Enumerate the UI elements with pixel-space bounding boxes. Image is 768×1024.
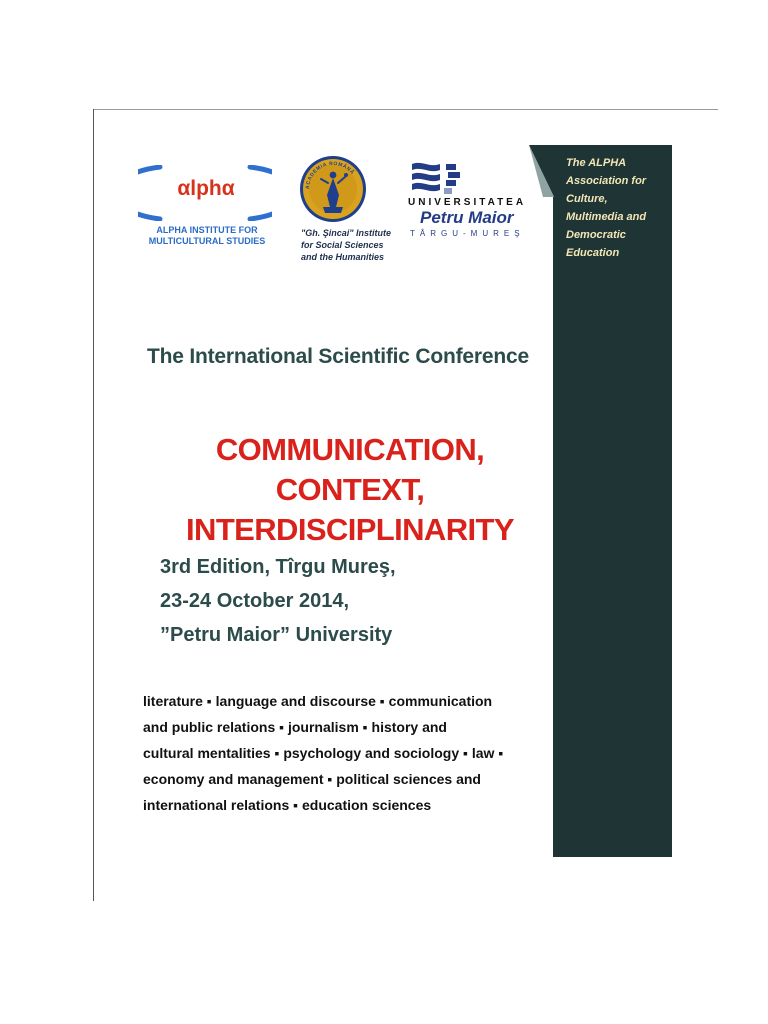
- page-frame-top-border: [93, 109, 718, 110]
- side-panel-text: [566, 154, 666, 262]
- university-word: UNIVERSITATEA: [408, 197, 527, 208]
- topics-line: and public relations ▪ journalism ▪ history and: [143, 719, 447, 735]
- conference-title-line2: INTERDISCIPLINARITY: [186, 512, 514, 547]
- university-emblem-icon: [408, 160, 468, 200]
- conference-topics: [143, 688, 543, 818]
- alpha-institute-logo: [136, 162, 278, 252]
- seal-ring-text: ACADEMIA ROMÂNĂ: [304, 160, 356, 190]
- petru-maior-university-logo: [408, 160, 548, 242]
- university-city: TÂRGU-MUREŞ: [410, 229, 525, 238]
- page-fold-corner-icon: [529, 145, 554, 197]
- university-name: Petru Maior: [420, 208, 514, 227]
- topics-line: literature ▪ language and discourse ▪ communication: [143, 693, 493, 709]
- edition-date: 23-24 October 2014,: [160, 590, 349, 612]
- edition-venue: ”Petru Maior” University: [160, 624, 393, 646]
- topics-line: economy and management ▪ political sciences and: [143, 771, 481, 787]
- edition-line: 3rd Edition, Tîrgu Mureş,: [160, 556, 396, 578]
- side-panel-line: Democratic: [566, 229, 626, 241]
- side-panel-line: Education: [566, 247, 620, 259]
- edition-details: [160, 550, 520, 652]
- alpha-logo-word: αlphα: [177, 177, 235, 200]
- sincai-institute-caption: [301, 227, 401, 263]
- topics-line: international relations ▪ education sciences: [143, 797, 432, 813]
- page-frame-left-border: [93, 109, 94, 901]
- side-panel-line: Culture,: [566, 193, 608, 205]
- alpha-caption-line1: ALPHA INSTITUTE FOR: [156, 225, 258, 235]
- alpha-logo-caption: [136, 225, 278, 247]
- academia-romana-seal-icon: [299, 155, 367, 223]
- side-panel-line: The ALPHA: [566, 157, 627, 169]
- conference-heading: The International Scientific Conference: [147, 345, 529, 368]
- seal-caption-line3: and the Humanities: [301, 252, 385, 262]
- side-panel-line: Association for: [566, 175, 647, 187]
- side-panel-line: Multimedia and: [566, 211, 647, 223]
- topics-line: cultural mentalities ▪ psychology and sociology ▪ law ▪: [143, 745, 504, 761]
- sincai-institute-logo: [297, 155, 397, 265]
- conference-title-line1: COMMUNICATION, CONTEXT,: [215, 432, 485, 507]
- seal-caption-line2: for Social Sciences: [301, 240, 384, 250]
- alpha-caption-line2: MULTICULTURAL STUDIES: [148, 236, 266, 246]
- conference-title: [150, 430, 550, 550]
- seal-caption-line1: "Gh. Şincai" Institute: [301, 228, 392, 238]
